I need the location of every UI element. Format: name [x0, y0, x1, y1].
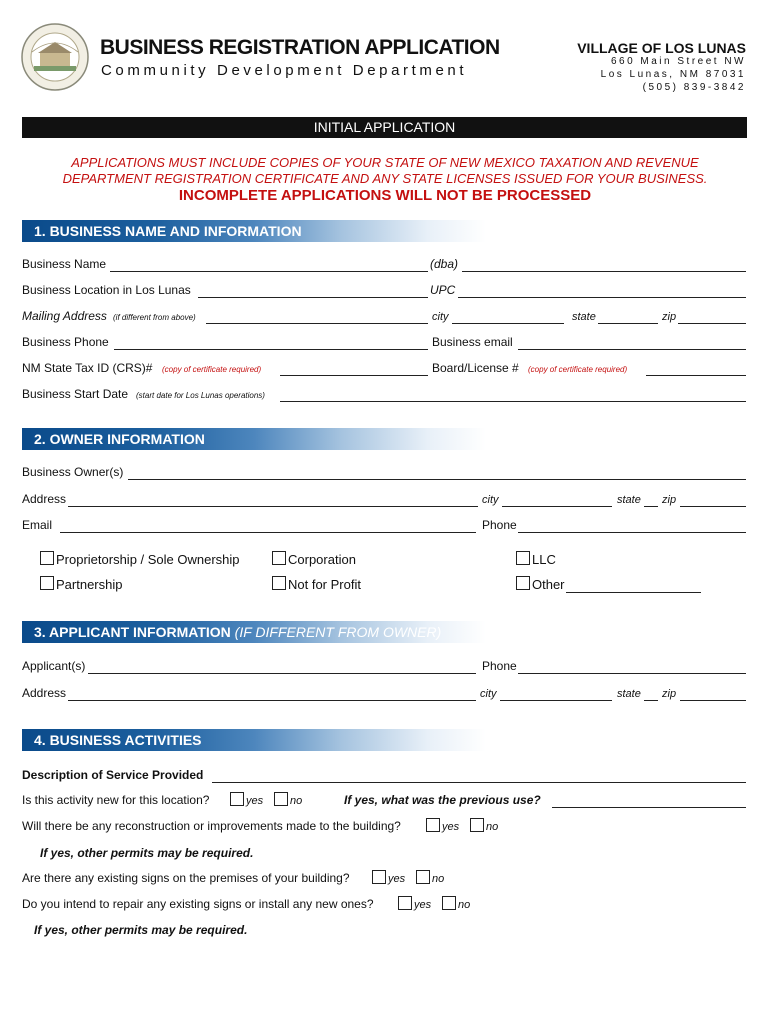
village-address-line1: 660 Main Street NW	[610, 56, 746, 67]
tax-id-field[interactable]	[280, 375, 428, 376]
board-license-field[interactable]	[646, 375, 746, 376]
partnership-label: Partnership	[56, 577, 123, 592]
mailing-address-label: Mailing Address	[22, 309, 107, 323]
dba-label: (dba)	[430, 257, 459, 271]
applicant-state-label: state	[617, 688, 641, 700]
business-name-label: Business Name	[22, 257, 107, 271]
permits-note-2: If yes, other permits may be required.	[34, 923, 248, 937]
repair-signs-no-label: no	[458, 899, 471, 911]
owner-state-label: state	[617, 494, 641, 506]
description-field[interactable]	[212, 782, 746, 783]
section-4-title: 4. BUSINESS ACTIVITIES	[34, 732, 202, 748]
reconstruction-yes-checkbox[interactable]	[426, 818, 440, 832]
business-owners-row	[22, 464, 746, 480]
applicant-city-label: city	[480, 688, 497, 700]
owner-email-field[interactable]	[60, 532, 476, 533]
reconstruction-question: Will there be any reconstruction or improvements made to the building?	[22, 819, 401, 833]
reconstruction-row	[22, 818, 746, 834]
board-license-label: Board/License #	[432, 361, 519, 375]
new-activity-row	[22, 792, 746, 808]
permits-note-1: If yes, other permits may be required.	[40, 846, 254, 860]
existing-signs-yes-checkbox[interactable]	[372, 870, 386, 884]
business-location-row	[22, 282, 746, 298]
notice-line-1: APPLICATIONS MUST INCLUDE COPIES OF YOUR STATE OF NEW MEXICO TAXATION AND REVENUE	[71, 155, 699, 170]
repair-signs-yes-checkbox[interactable]	[398, 896, 412, 910]
board-license-copy-note: (copy of certificate required)	[528, 365, 628, 374]
repair-signs-question: Do you intend to repair any existing signs or install any new ones?	[22, 897, 374, 911]
applicant-city-field[interactable]	[500, 700, 612, 701]
applicant-address-label: Address	[22, 686, 67, 700]
previous-use-field[interactable]	[552, 807, 746, 808]
other-label: Other	[532, 577, 565, 592]
section-2-header	[22, 428, 747, 450]
section-1-title: 1. BUSINESS NAME AND INFORMATION	[34, 223, 302, 239]
corporation-label: Corporation	[288, 552, 356, 567]
reconstruction-no-label: no	[486, 821, 499, 833]
new-activity-yes-label: yes	[246, 795, 264, 807]
proprietorship-checkbox[interactable]	[40, 551, 54, 565]
village-name: VILLAGE OF LOS LUNAS	[577, 40, 746, 56]
owner-email-label: Email	[22, 518, 53, 532]
owner-phone-field[interactable]	[518, 532, 746, 533]
applicant-phone-label: Phone	[482, 659, 517, 673]
business-email-label: Business email	[432, 335, 513, 349]
applicants-label: Applicant(s)	[22, 659, 86, 673]
not-for-profit-checkbox[interactable]	[272, 576, 286, 590]
section-3-title: 3. APPLICANT INFORMATION	[34, 624, 231, 640]
upc-label: UPC	[430, 283, 456, 297]
mailing-city-label: city	[432, 311, 449, 323]
tax-id-copy-note: (copy of certificate required)	[162, 365, 262, 374]
applicants-field[interactable]	[88, 673, 476, 674]
not-for-profit-label: Not for Profit	[288, 577, 361, 592]
existing-signs-question: Are there any existing signs on the premises of your building?	[22, 871, 350, 885]
owner-zip-label: zip	[662, 494, 677, 506]
mailing-address-note: (if different from above)	[113, 313, 196, 322]
business-phone-row	[22, 334, 746, 350]
start-date-field[interactable]	[280, 401, 746, 402]
mailing-state-field[interactable]	[598, 323, 658, 324]
village-address-line2: Los Lunas, NM 87031	[600, 69, 746, 80]
business-owners-label: Business Owner(s)	[22, 465, 124, 479]
owner-city-field[interactable]	[502, 506, 612, 507]
new-activity-no-checkbox[interactable]	[274, 792, 288, 806]
business-location-label: Business Location in Los Lunas	[22, 283, 191, 297]
reconstruction-no-checkbox[interactable]	[470, 818, 484, 832]
applicant-state-field[interactable]	[644, 700, 658, 701]
repair-signs-row	[22, 896, 746, 912]
business-phone-field[interactable]	[114, 349, 428, 350]
corporation-checkbox[interactable]	[272, 551, 286, 565]
start-date-label: Business Start Date	[22, 387, 129, 401]
mailing-address-row	[22, 308, 746, 324]
owner-state-field[interactable]	[644, 506, 658, 507]
proprietorship-label: Proprietorship / Sole Ownership	[56, 552, 240, 567]
owner-address-label: Address	[22, 492, 67, 506]
notice-line-2: DEPARTMENT REGISTRATION CERTIFICATE AND ANY STATE LICENSES ISSUED FOR YOUR BUSINESS.	[62, 171, 708, 186]
initial-application-bar	[22, 117, 747, 138]
existing-signs-no-label: no	[432, 873, 445, 885]
owner-email-row	[22, 517, 746, 533]
section-3-title-wrap	[34, 624, 441, 640]
other-field[interactable]	[566, 592, 701, 593]
applicants-row	[22, 658, 746, 674]
mailing-state-label: state	[572, 311, 596, 323]
description-row	[22, 767, 746, 783]
section-3-title-note: (IF DIFFERENT FROM OWNER)	[234, 624, 442, 640]
section-1-header	[22, 220, 747, 242]
existing-signs-no-checkbox[interactable]	[416, 870, 430, 884]
owner-phone-label: Phone	[482, 518, 517, 532]
owner-address-field[interactable]	[68, 506, 478, 507]
business-location-field[interactable]	[198, 297, 428, 298]
business-phone-label: Business Phone	[22, 335, 109, 349]
other-checkbox[interactable]	[516, 576, 530, 590]
business-name-row	[22, 256, 746, 272]
partnership-checkbox[interactable]	[40, 576, 54, 590]
section-2-title: 2. OWNER INFORMATION	[34, 431, 205, 447]
section-3-header	[22, 621, 747, 643]
repair-signs-no-checkbox[interactable]	[442, 896, 456, 910]
applicant-address-field[interactable]	[68, 700, 476, 701]
village-phone: (505) 839-3842	[642, 82, 746, 93]
owner-zip-field[interactable]	[680, 506, 746, 507]
applicant-address-row	[22, 685, 746, 701]
upc-field[interactable]	[458, 297, 746, 298]
description-label: Description of Service Provided	[22, 768, 204, 782]
business-email-field[interactable]	[518, 349, 746, 350]
start-date-note: (start date for Los Lunas operations)	[136, 391, 265, 400]
page-title: BUSINESS REGISTRATION APPLICATION	[100, 36, 500, 59]
start-date-row	[22, 386, 746, 402]
previous-use-question: If yes, what was the previous use?	[344, 793, 541, 807]
section-4-header	[22, 729, 747, 751]
existing-signs-yes-label: yes	[388, 873, 406, 885]
new-activity-question: Is this activity new for this location?	[22, 793, 210, 807]
business-owners-field[interactable]	[128, 479, 746, 480]
mailing-zip-label: zip	[662, 311, 677, 323]
applicant-phone-field[interactable]	[518, 673, 746, 674]
incomplete-warning: INCOMPLETE APPLICATIONS WILL NOT BE PROCESSED	[178, 187, 592, 204]
village-seal-logo	[20, 22, 90, 92]
applicant-zip-field[interactable]	[680, 700, 746, 701]
llc-checkbox[interactable]	[516, 551, 530, 565]
new-activity-no-label: no	[290, 795, 303, 807]
business-name-field[interactable]	[110, 271, 428, 272]
repair-signs-yes-label: yes	[414, 899, 432, 911]
applicant-zip-label: zip	[662, 688, 677, 700]
owner-address-row	[22, 491, 746, 507]
owner-city-label: city	[482, 494, 499, 506]
tax-id-label: NM State Tax ID (CRS)#	[22, 361, 153, 375]
page-subtitle: Community Development Department	[101, 62, 468, 79]
llc-label: LLC	[532, 552, 556, 567]
new-activity-yes-checkbox[interactable]	[230, 792, 244, 806]
initial-application-label: INITIAL APPLICATION	[313, 119, 456, 135]
tax-id-row	[22, 360, 746, 376]
mailing-city-field[interactable]	[452, 323, 564, 324]
mailing-address-field[interactable]	[206, 323, 428, 324]
dba-field[interactable]	[462, 271, 746, 272]
reconstruction-yes-label: yes	[442, 821, 460, 833]
existing-signs-row	[22, 870, 746, 886]
mailing-zip-field[interactable]	[678, 323, 746, 324]
